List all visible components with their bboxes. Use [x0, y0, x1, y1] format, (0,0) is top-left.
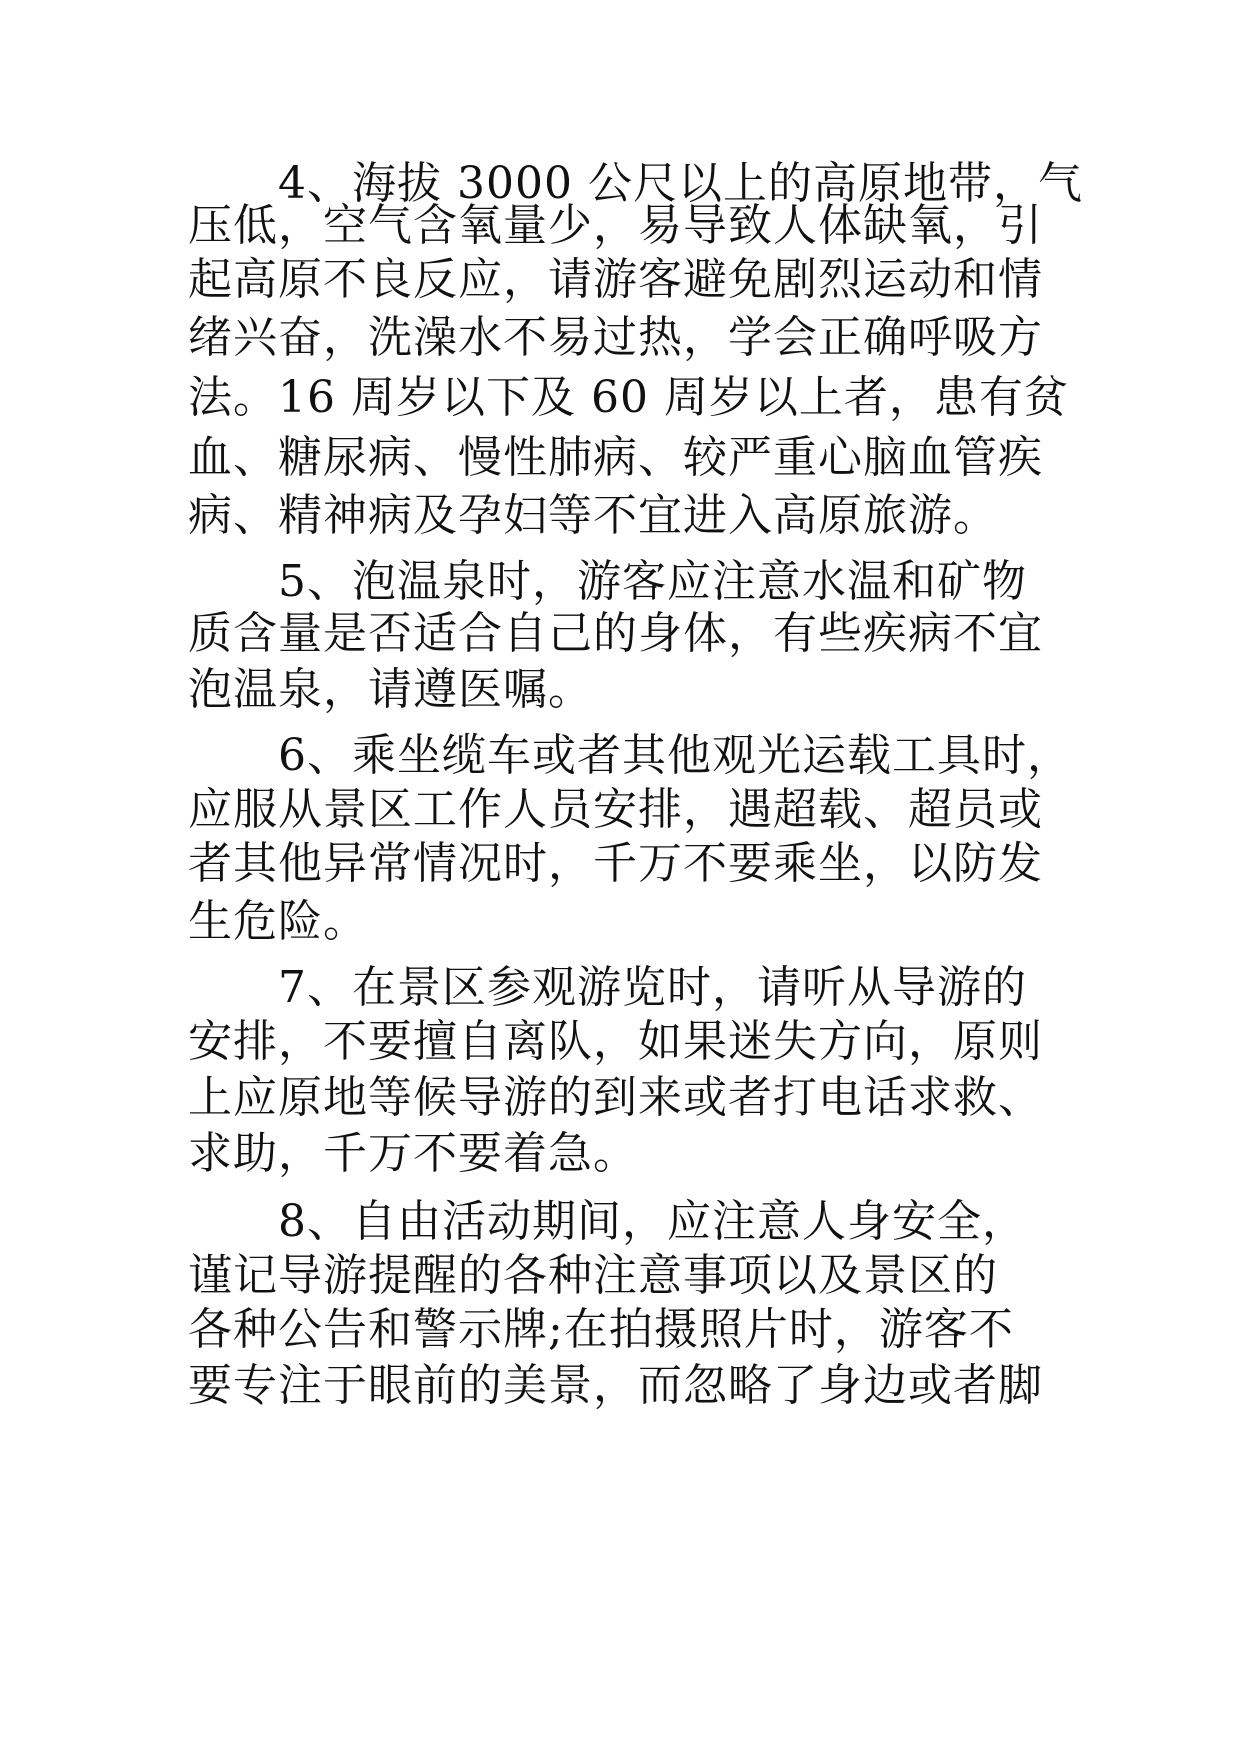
text-line: 求助，千万不要着急。	[188, 1128, 638, 1179]
text-line: 要专注于眼前的美景，而忽略了身边或者脚	[188, 1360, 1043, 1411]
text-line: 上应原地等候导游的到来或者打电话求救、	[188, 1072, 1043, 1123]
text-line: 谨记导游提醒的各种注意事项以及景区的	[188, 1250, 998, 1301]
text-line: 起高原不良反应，请游客避免剧烈运动和情	[188, 254, 1043, 305]
text-line: 质含量是否适合自己的身体，有些疾病不宜	[188, 608, 1043, 659]
text-line: 应服从景区工作人员安排，遇超载、超员或	[188, 784, 1043, 835]
text-line: 8、自由活动期间，应注意人身安全，	[278, 1196, 1027, 1247]
text-line: 法。16 周岁以下及 60 周岁以上者，患有贫	[188, 372, 1069, 423]
text-line: 压低，空气含氧量少，易导致人体缺氧，引	[188, 200, 1043, 251]
text-line: 病、精神病及孕妇等不宜进入高原旅游。	[188, 490, 998, 541]
text-line: 7、在景区参观游览时，请听从导游的	[278, 962, 1027, 1013]
text-line: 血、糖尿病、慢性肺病、较严重心脑血管疾	[188, 432, 1043, 483]
text-line: 者其他异常情况时，千万不要乘坐，以防发	[188, 838, 1043, 889]
text-line: 各种公告和警示牌;在拍摄照片时，游客不	[188, 1304, 1014, 1355]
text-line: 泡温泉，请遵医嘱。	[188, 664, 593, 715]
text-line: 5、泡温泉时，游客应注意水温和矿物	[278, 556, 1027, 607]
text-line: 6、乘坐缆车或者其他观光运载工具时，	[278, 730, 1072, 781]
text-line: 4、海拔 3000 公尺以上的高原地带，气	[278, 158, 1083, 209]
text-line: 生危险。	[188, 896, 368, 947]
text-line: 安排，不要擅自离队，如果迷失方向，原则	[188, 1016, 1043, 1067]
text-line: 绪兴奋，洗澡水不易过热，学会正确呼吸方	[188, 312, 1043, 363]
